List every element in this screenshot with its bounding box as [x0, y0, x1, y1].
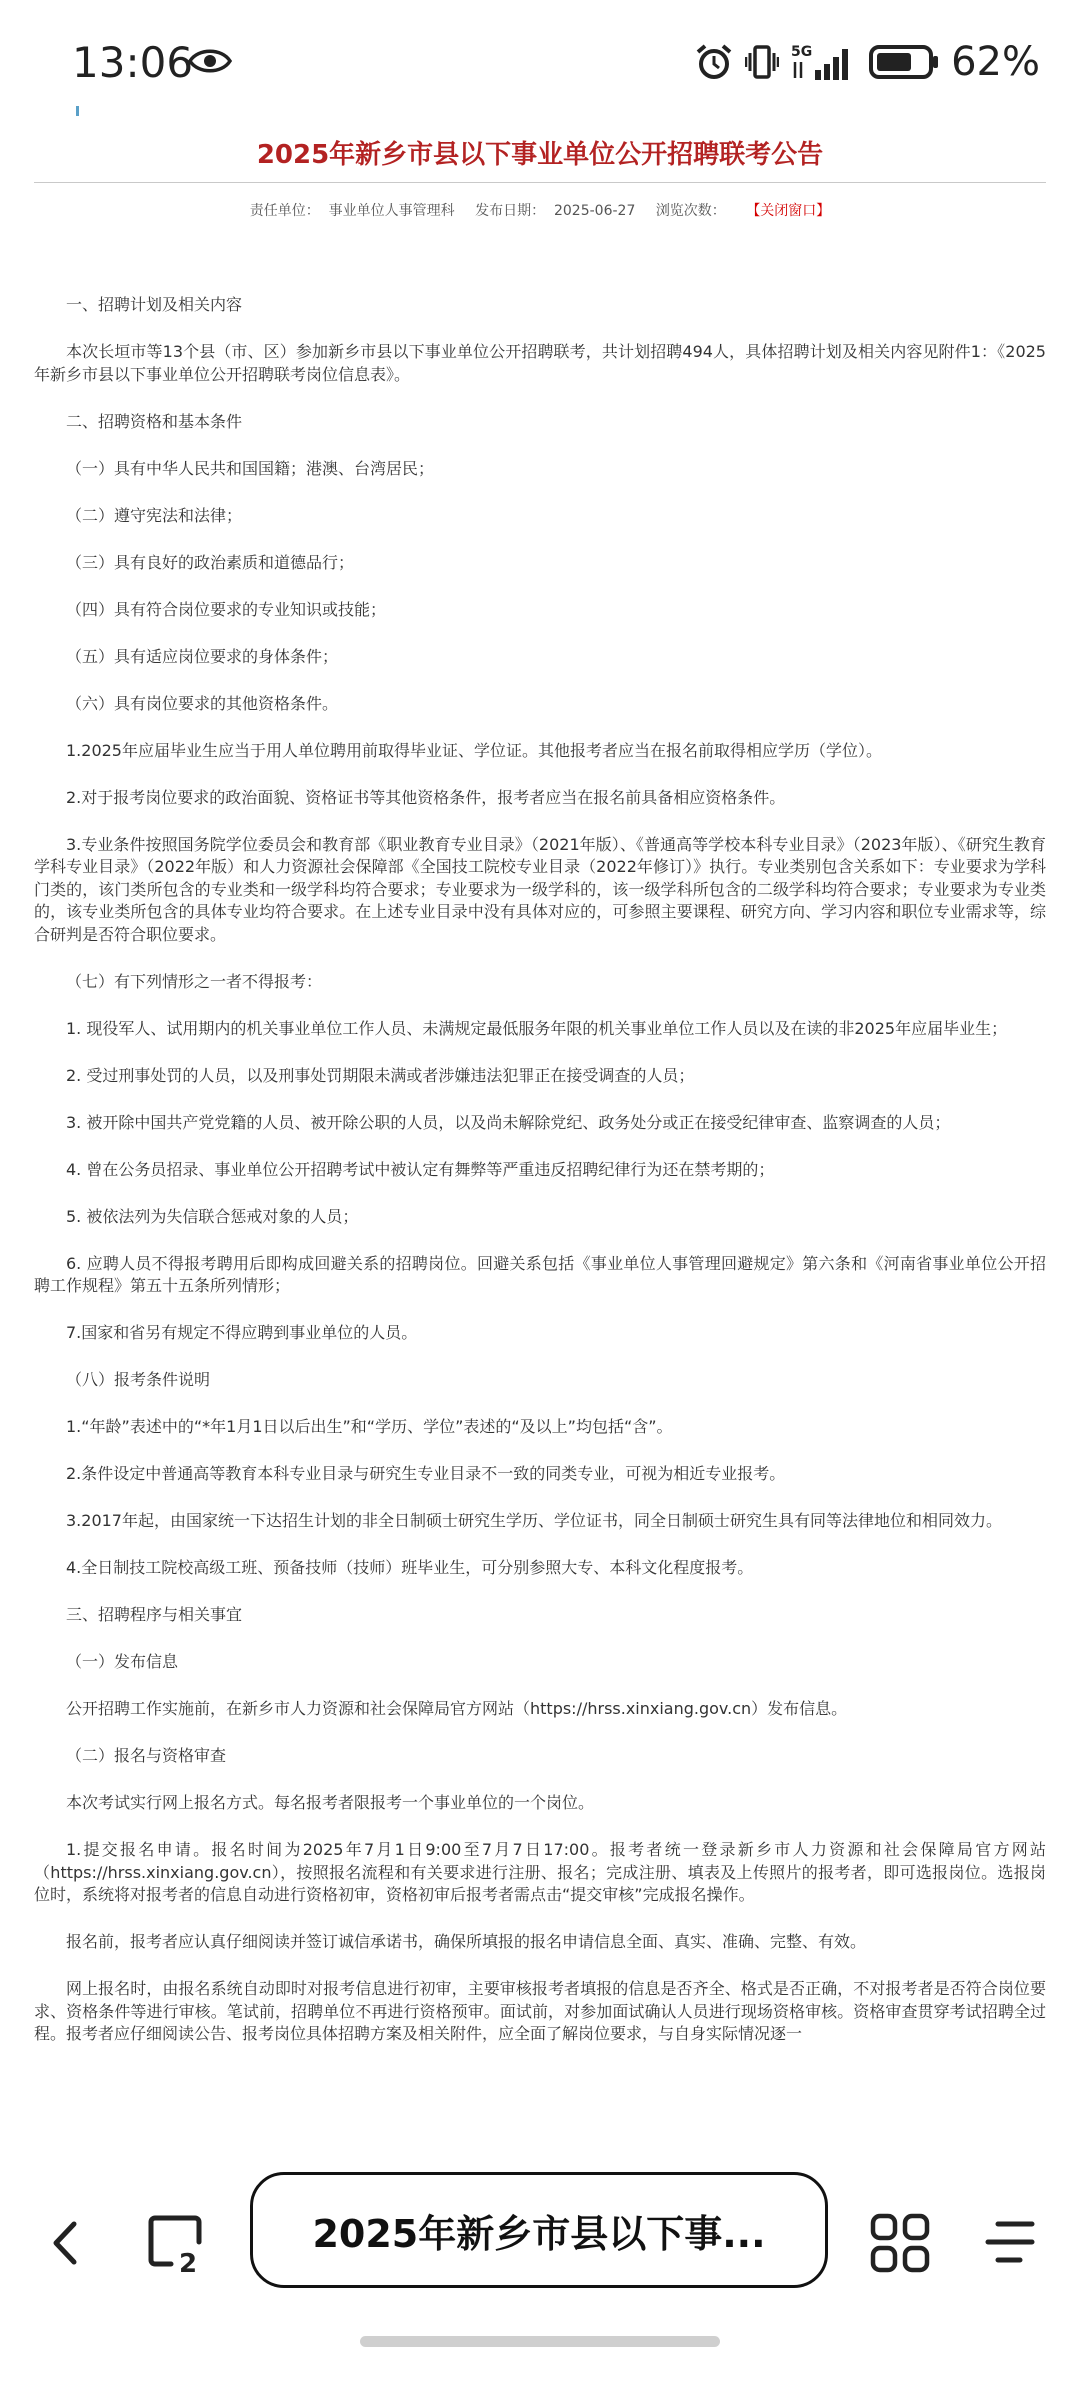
paragraph: 3.2017年起，由国家统一下达招生计划的非全日制硕士研究生学历、学位证书，同全日制硕士研究生具有同等法律地位和相同效力。 [66, 1511, 1002, 1530]
meta-date-value: 2025-06-27 [553, 203, 636, 219]
back-icon[interactable] [44, 2210, 88, 2276]
title-divider [34, 182, 1046, 183]
status-time: 13:06 [72, 38, 194, 87]
network-label: 5G [791, 44, 813, 60]
paragraph: 4.全日制技工院校高级工班、预备技师（技师）班毕业生，可分别参照大专、本科文化程度报考。 [66, 1558, 754, 1577]
battery-icon [869, 44, 939, 80]
paragraph: （二）报名与资格审查 [66, 1746, 227, 1765]
paragraph: 报名前，报考者应认真仔细阅读并签订诚信承诺书，确保所填报的报名申请信息全面、真实、准确、完整、有效。 [66, 1932, 867, 1951]
paragraph: 1.“年龄”表述中的“*年1月1日以后出生”和“学历、学位”表述的“及以上”均包括“含”。 [66, 1417, 673, 1436]
paragraph: 7.国家和省另有规定不得应聘到事业单位的人员。 [66, 1323, 418, 1342]
paragraph: 1. 现役军人、试用期内的机关事业单位工作人员、未满规定最低服务年限的机关事业单位工作人员以及在读的非2025年应届毕业生； [66, 1018, 1008, 1038]
close-window-link[interactable]: 【关闭窗口】 [746, 203, 831, 219]
paragraph: 6. 应聘人员不得报考聘用后即构成回避关系的招聘岗位。回避关系包括《事业单位人事管理回避规定》第六条和《河南省事业单位公开招聘工作规程》第五十五条所列情形； [34, 1253, 1046, 1295]
paragraph: 3.专业条件按照国务院学位委员会和教育部《职业教育专业目录》（2021年版）、《普通高等学校本科专业目录》（2023年版）、《研究生教育学科专业目录》（2022年版）和人力资源社会保障部《全国技工院校专业目录（2022年修订）》执行。专业类别包含关系如下：专业要求为学科门类的，该门类所包含的专业类和一级学科均符合要求；专业要求为一级学科的，该一级学科所包含的二级学科均符合要求；专业要求为专业类的，该专业类所包含的具体专业均符合要求。在上述专业目录中没有具体对应的，可参照主要课程、研究方向、学习内容和职位专业需求等，综合研判是否符合职位要求。 [34, 834, 1046, 944]
paragraph: （一）具有中华人民共和国国籍；港澳、台湾居民； [66, 458, 435, 478]
meta-date [475, 203, 635, 219]
paragraph: 5. 被依法列为失信联合惩戒对象的人员； [66, 1206, 359, 1226]
paragraph: 2. 受过刑事处罚的人员，以及刑事处罚期限未满或者涉嫌违法犯罪正在接受调查的人员； [66, 1065, 695, 1085]
paragraph: （七）有下列情形之一者不得报考： [66, 971, 323, 991]
paragraph: 3. 被开除中国共产党党籍的人员、被开除公职的人员，以及尚未解除党纪、政务处分或正在接受纪律审查、监察调查的人员； [66, 1112, 951, 1132]
paragraph: 二、招聘资格和基本条件 [66, 411, 243, 431]
article-meta [0, 200, 1080, 220]
status-bar [0, 0, 1080, 120]
tabs-button[interactable] [145, 2212, 209, 2276]
paragraph: 本次长垣市等13个县（市、区）参加新乡市县以下事业单位公开招聘联考，共计划招聘494人，具体招聘计划及相关内容见附件1：《2025年新乡市县以下事业单位公开招聘联考岗位信息表》。 [34, 342, 1046, 384]
paragraph: 1.2025年应届毕业生应当于用人单位聘用前取得毕业证、学位证。其他报考者应当在报名前取得相应学历（学位）。 [66, 740, 882, 760]
apps-grid-icon[interactable] [869, 2212, 931, 2274]
meta-date-label: 发布日期： [475, 203, 546, 219]
paragraph: 一、招聘计划及相关内容 [66, 295, 243, 314]
home-indicator[interactable] [360, 2336, 720, 2347]
meta-views-label: 浏览次数： [655, 203, 726, 219]
paragraph: （八）报考条件说明 [66, 1370, 211, 1389]
paragraph: （五）具有适应岗位要求的身体条件； [66, 646, 339, 666]
menu-icon[interactable] [984, 2216, 1036, 2268]
paragraph: （四）具有符合岗位要求的专业知识或技能； [66, 599, 387, 619]
paragraph: （一）发布信息 [66, 1652, 179, 1671]
signal-icon [791, 42, 857, 82]
paragraph: 1.提交报名申请。报名时间为2025年7月1日9:00至7月7日17:00。报考者统一登录新乡市人力资源和社会保障局官方网站（https://hrss.xinxiang.gov.cn），按照报名流程和有关要求进行注册、报名；完成注册、填表及上传照片的报考者，即可选报岗位。选报岗位时，系统将对报考者的信息自动进行资格初审，资格初审后报考者需点击“提交审核”完成报名操作。 [34, 1840, 1046, 1904]
meta-unit-label: 责任单位： [249, 203, 320, 219]
status-icons [695, 38, 1040, 86]
tab-count: 2 [179, 2249, 198, 2276]
meta-unit [250, 203, 455, 219]
paragraph: 三、招聘程序与相关事宜 [66, 1605, 243, 1624]
bottom-navigation [0, 2160, 1080, 2382]
paragraph: 本次考试实行网上报名方式。每名报考者限报考一个事业单位的一个岗位。 [66, 1793, 595, 1812]
alarm-icon [695, 43, 733, 81]
paragraph: 2.条件设定中普通高等教育本科专业目录与研究生专业目录不一致的同类专业，可视为相近专业报考。 [66, 1464, 786, 1483]
battery-percent: 62% [951, 39, 1040, 85]
paragraph: （六）具有岗位要求的其他资格条件。 [66, 693, 339, 713]
paragraph: 网上报名时，由报名系统自动即时对报考信息进行初审，主要审核报考者填报的信息是否齐全、格式是否正确，不对报考者是否符合岗位要求、资格条件等进行审核。笔试前，招聘单位不再进行资格预审。面试前，对参加面试确认人员进行现场资格审核。资格审查贯穿考试招聘全过程。报考者应仔细阅读公告、报考岗位具体招聘方案及相关附件，应全面了解岗位要求，与自身实际情况逐一 [34, 1979, 1046, 2043]
vibrate-icon [745, 43, 779, 81]
meta-unit-value: 事业单位人事管理科 [328, 203, 455, 219]
page-title: 2025年新乡市县以下事业单位公开招聘联考公告 [256, 140, 824, 170]
paragraph: 4. 曾在公务员招录、事业单位公开招聘考试中被认定有舞弊等严重违反招聘纪律行为还在禁考期的； [66, 1159, 775, 1179]
paragraph: （三）具有良好的政治素质和道德品行； [66, 552, 355, 572]
address-bar[interactable]: 2025年新乡市县以下事... [250, 2172, 828, 2288]
eye-icon [188, 46, 232, 76]
meta-views [656, 203, 726, 219]
paragraph: 2.对于报考岗位要求的政治面貌、资格证书等其他资格条件，报考者应当在报名前具备相应资格条件。 [66, 787, 786, 807]
accent-mark [76, 106, 79, 116]
article-body [34, 294, 1046, 2144]
paragraph: 公开招聘工作实施前，在新乡市人力资源和社会保障局官方网站（https://hrss.xinxiang.gov.cn）发布信息。 [66, 1699, 848, 1718]
paragraph: （二）遵守宪法和法律； [66, 505, 243, 525]
